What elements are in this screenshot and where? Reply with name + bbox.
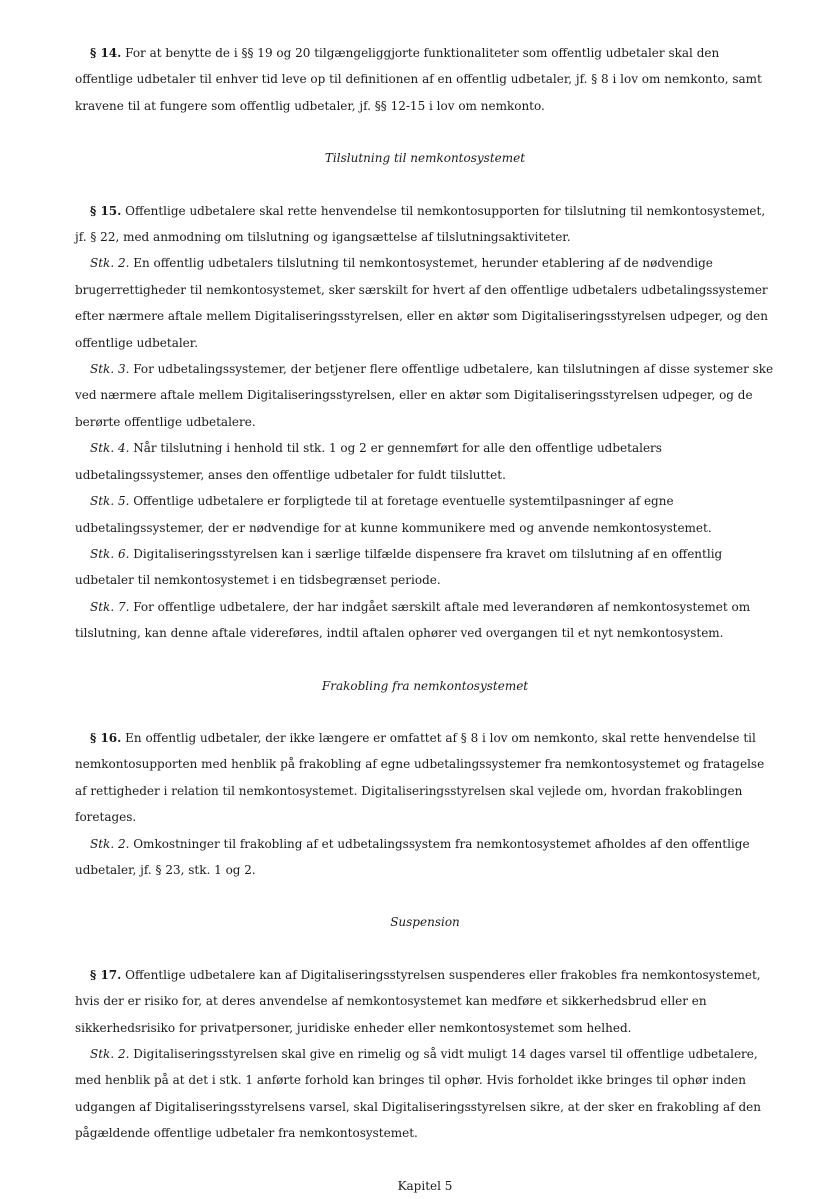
stk-label: Stk. 6. xyxy=(90,546,130,561)
section-heading-frakobling: Frakobling fra nemkontosystemet xyxy=(321,678,529,693)
stk-text: For udbetalingssystemer, der betjener flere offentlige udbetalere, kan tilslutningen af disse systemer ske ved nærmere aftale mellem Digitaliseringsstyrelsen, eller en aktør som Digitaliseringsstyrelsen udpeger, og de berørte offentlige udbetalere. xyxy=(75,362,774,429)
stk-text: Omkostninger til frakobling af et udbetalingssystem fra nemkontosystemet afholdes af den offentlige udbetaler, jf. § 23, stk. 1 og 2. xyxy=(75,836,750,877)
paragraph-17 xyxy=(75,962,775,1041)
stk-text: En offentlig udbetalers tilslutning til nemkontosystemet, herunder etablering af de nødvendige brugerrettigheder til nemkontosystemet, sker særskilt for hvert af den offentlige udbetalers udbetalingssystemer efter nærmere aftale mellem Digitaliseringsstyrelsen, eller en aktør som Digitaliseringsstyrelsen udpeger, og den offentlige udbetaler. xyxy=(75,256,768,350)
stk-text: For offentlige udbetalere, der har indgået særskilt aftale med leverandøren af nemkontosystemet om tilslutning, kan denne aftale videreføres, indtil aftalen ophører ved overgangen til et nyt nemkontosystem. xyxy=(75,599,751,641)
stk-label: Stk. 2. xyxy=(90,256,130,271)
paragraph-15 xyxy=(75,198,775,251)
paragraph-number: § 16. xyxy=(90,730,122,745)
paragraph-number: § 14. xyxy=(90,46,122,60)
stk-label: Stk. 3. xyxy=(90,362,130,377)
document-page xyxy=(75,40,775,1199)
stk-label: Stk. 7. xyxy=(90,599,130,614)
stk-text: Offentlige udbetalere er forpligtede til at foretage eventuelle systemtilpasninger af egne udbetalingssystemer, der er nødvendige for at kunne kommunikere med og anvende nemkontosystemet. xyxy=(75,494,712,535)
section-heading-tilslutning: Tilslutning til nemkontosystemet xyxy=(324,151,526,166)
paragraph-number: § 17. xyxy=(90,967,122,982)
section-heading-suspension: Suspension xyxy=(390,915,460,930)
stk-label: Stk. 4. xyxy=(90,441,130,456)
stk-text: Digitaliseringsstyrelsen kan i særlige tilfælde dispensere fra kravet om tilslutning af en offentlig udbetaler til nemkontosystemet i en tidsbegrænset periode. xyxy=(75,546,723,588)
paragraph-15-stk-6 xyxy=(75,541,775,594)
paragraph-15-stk-7 xyxy=(75,594,775,647)
stk-text: Når tilslutning i henhold til stk. 1 og 2 er gennemført for alle den offentlige udbetalers udbetalingssystemer, anses den offentlige udbetaler for fuldt tilsluttet. xyxy=(75,441,662,482)
stk-label: Stk. 5. xyxy=(90,494,130,509)
stk-label: Stk. 2. xyxy=(90,836,130,851)
paragraph-15-stk-5 xyxy=(75,488,775,541)
paragraph-text: En offentlig udbetaler, der ikke længere er omfattet af § 8 i lov om nemkonto, skal rette henvendelse til nemkontosupporten med henblik på frakobling af egne udbetalingssystemer fra nemkontosystemet og fratagelse af rettigheder i relation til nemkontosystemet. Digitaliseringsstyrelsen skal vejlede om, hvordan frakoblingen foretages. xyxy=(75,730,765,825)
paragraph-14 xyxy=(75,40,775,119)
paragraph-16 xyxy=(75,725,775,831)
paragraph-number: § 15. xyxy=(90,203,122,218)
paragraph-text: Offentlige udbetalere skal rette henvendelse til nemkontosupporten for tilslutning til nemkontosystemet, jf. § 22, med anmodning om tilslutning og igangsættelse af tilslutningsaktiviteter. xyxy=(75,203,766,245)
stk-label: Stk. 2. xyxy=(90,1047,130,1061)
paragraph-16-stk-2 xyxy=(75,831,775,884)
paragraph-text: Offentlige udbetalere kan af Digitaliseringsstyrelsen suspenderes eller frakobles fra nemkontosystemet, hvis der er risiko for, at deres anvendelse af nemkontosystemet kan medføre et sikkerhedsbrud eller en sikkerhedsrisiko for privatpersoner, juridiske enheder eller nemkontosystemet som helhed. xyxy=(75,967,761,1035)
chapter-heading: Kapitel 5 xyxy=(397,1178,453,1193)
paragraph-15-stk-4 xyxy=(75,435,775,488)
paragraph-text: For at benytte de i §§ 19 og 20 tilgængeliggjorte funktionaliteter som offentlig udbetaler skal den offentlige udbetaler til enhver tid leve op til definitionen af en offentlig udbetaler, jf. § 8 i lov om nemkonto, samt kravene til at fungere som offentlig udbetaler, jf. §§ 12-15 i lov om nemkonto. xyxy=(75,46,762,113)
stk-text: Digitaliseringsstyrelsen skal give en rimelig og så vidt muligt 14 dages varsel til offentlige udbetalere, med henblik på at det i stk. 1 anførte forhold kan bringes til ophør. Hvis forholdet ikke bringes til ophør inden udgangen af Digitaliseringsstyrelsens varsel, skal Digitaliseringsstyrelsen sikre, at der sker en frakobling af den pågældende offentlige udbetaler fra nemkontosystemet. xyxy=(75,1047,761,1141)
paragraph-15-stk-2 xyxy=(75,250,775,356)
paragraph-15-stk-3 xyxy=(75,356,775,435)
paragraph-17-stk-2 xyxy=(75,1041,775,1147)
